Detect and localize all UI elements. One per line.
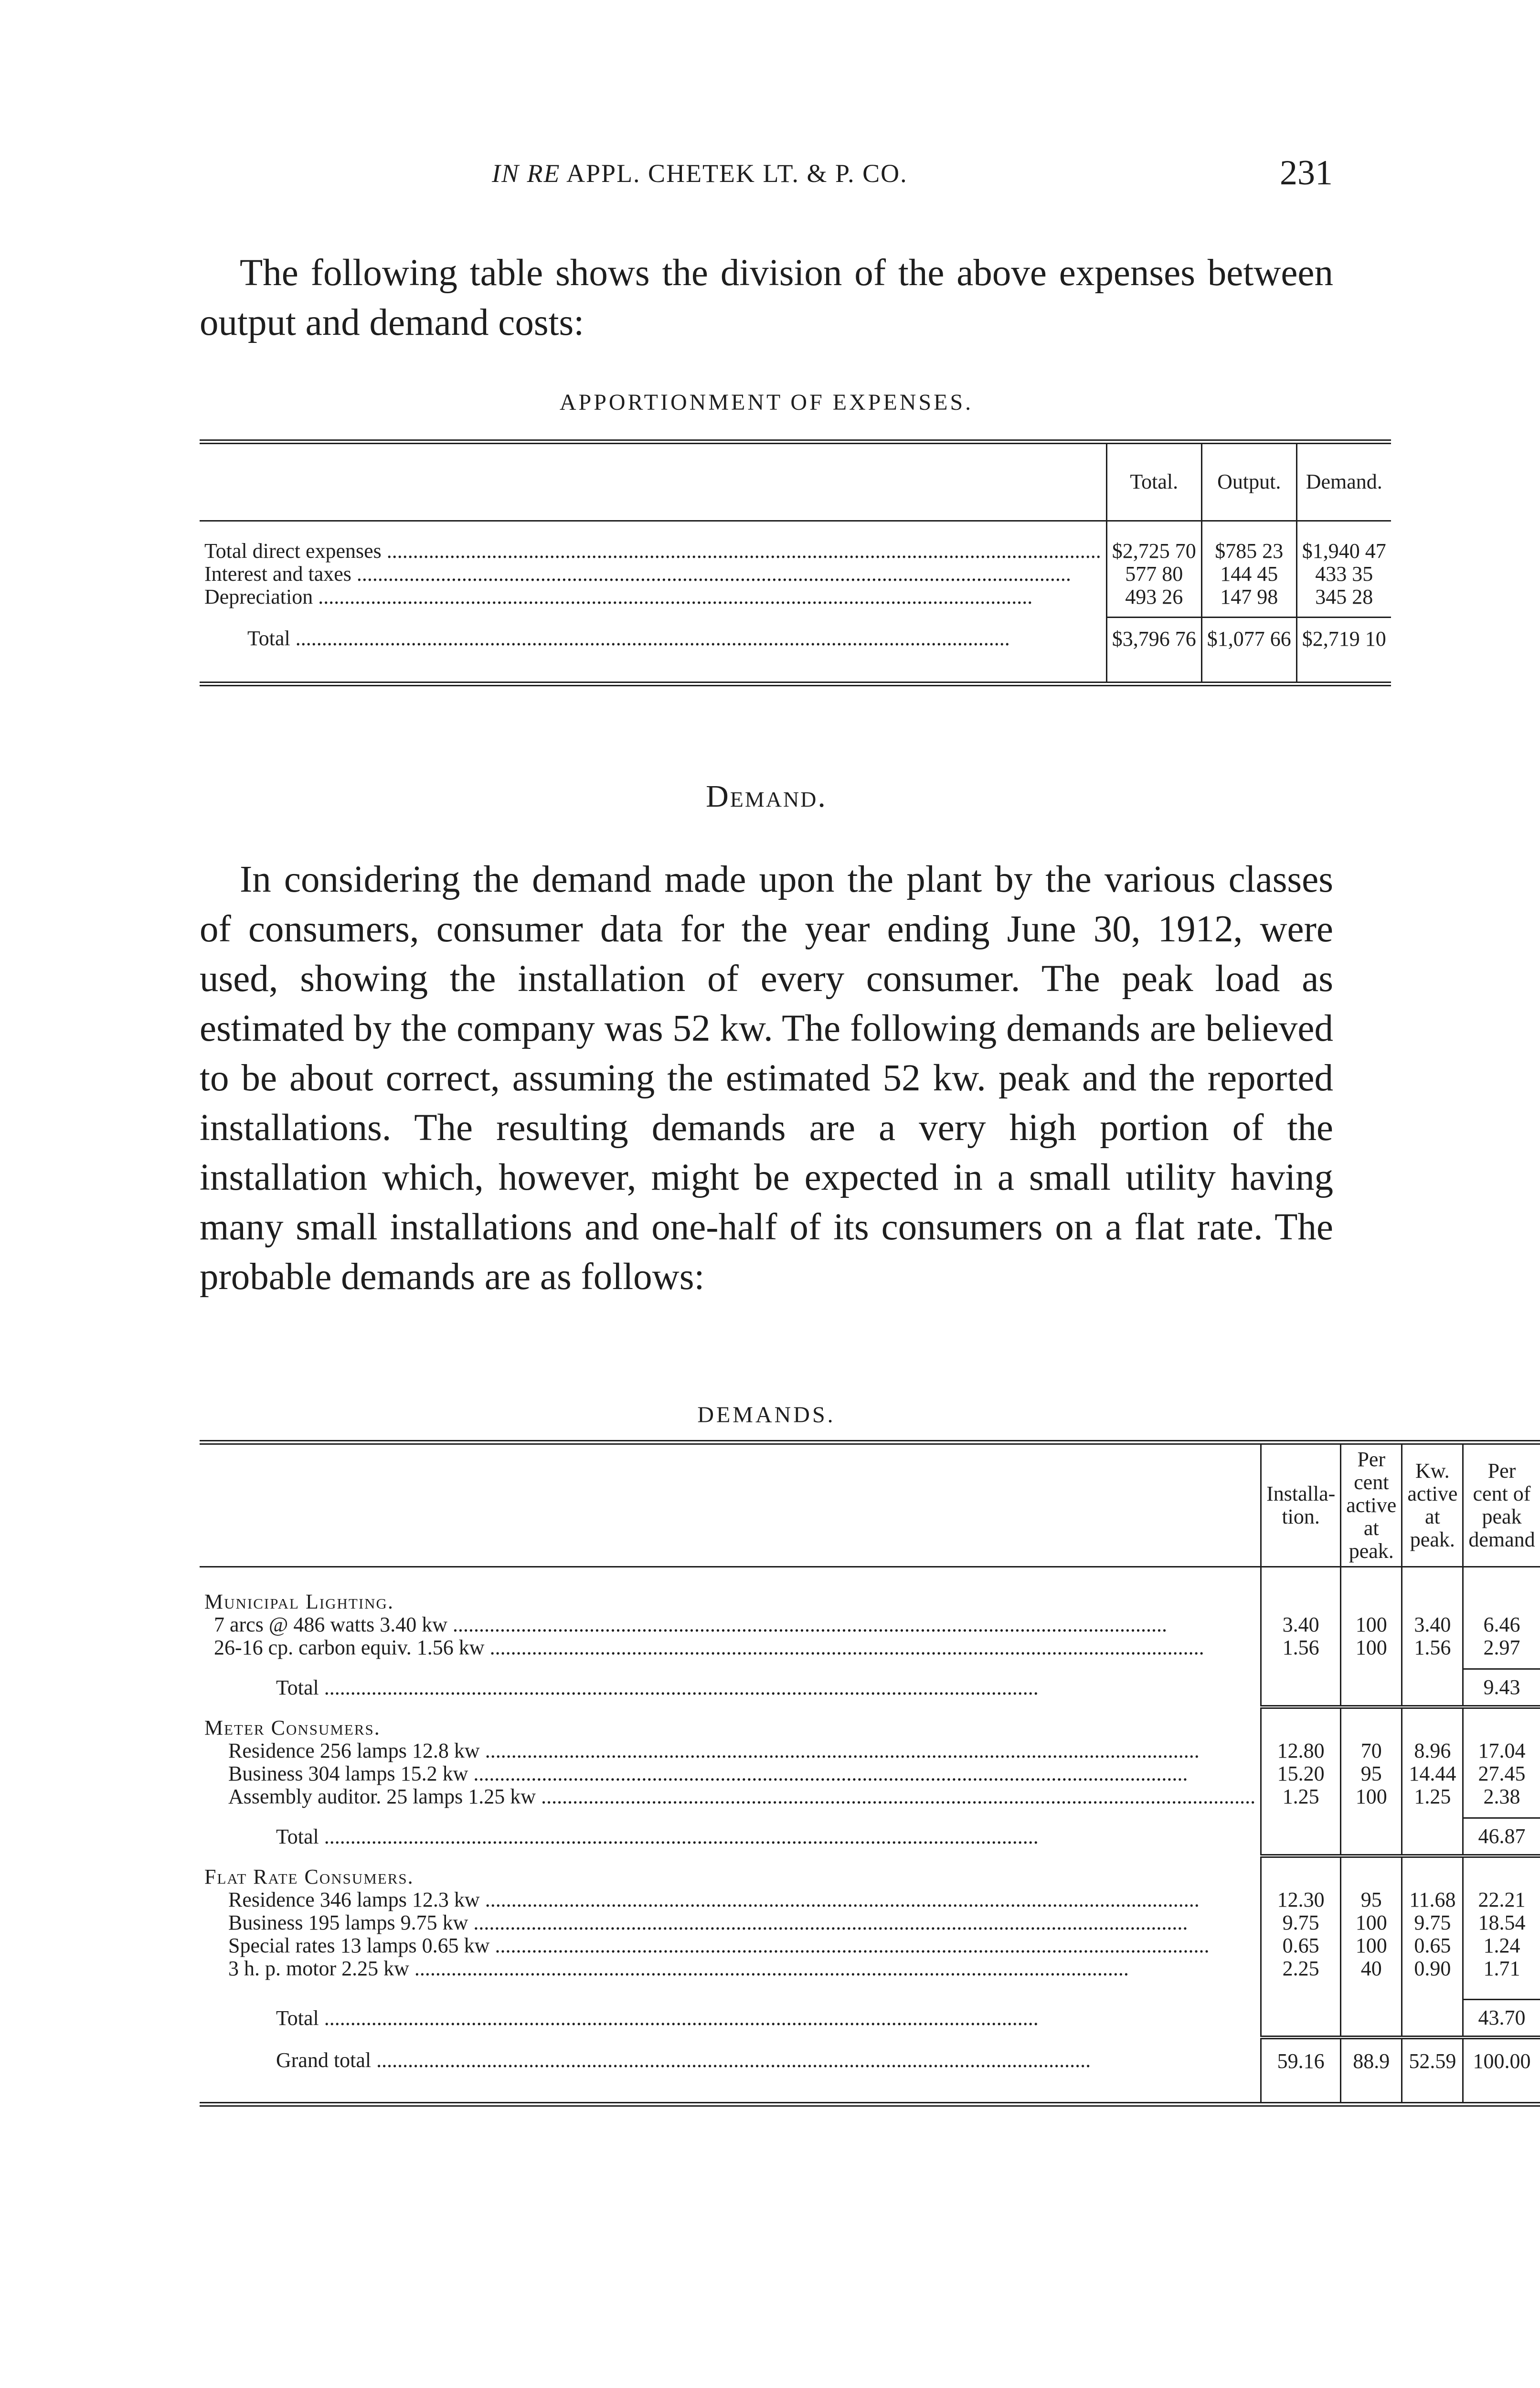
cell-installation: 9.75 <box>1261 1911 1341 1934</box>
table-row <box>200 1739 1540 1762</box>
cell-total: 577 80 <box>1106 563 1201 586</box>
cell-percent-active: 40 <box>1341 1957 1402 1980</box>
cell-percent-active: 100 <box>1341 1911 1402 1934</box>
column-header-demand: Demand. <box>1296 442 1391 521</box>
table-row <box>200 1762 1540 1785</box>
cell-percent-peak: 2.38 <box>1463 1785 1540 1808</box>
demands-header-row <box>200 1442 1540 1567</box>
section-heading: Demand. <box>706 779 827 814</box>
row-label: Interest and taxes ..... <box>204 563 1101 586</box>
cell-kw-active: 1.56 <box>1402 1636 1463 1659</box>
running-head <box>492 159 908 188</box>
cell-installation: 0.65 <box>1261 1934 1341 1957</box>
cell-percent-peak: 6.46 <box>1463 1613 1540 1636</box>
group-title: Meter Consumers. <box>204 1716 381 1739</box>
table-row <box>200 1934 1540 1957</box>
cell-installation: 1.56 <box>1261 1636 1341 1659</box>
cell-output: 144 45 <box>1201 563 1296 586</box>
row-label: Business 304 lamps 15.2 kw ..... <box>228 1762 1255 1785</box>
cell-installation: 15.20 <box>1261 1762 1341 1785</box>
table-row <box>200 1888 1540 1911</box>
subtotal-value: 9.43 <box>1463 1669 1540 1707</box>
column-header-kw-active: Kw. active at peak. <box>1402 1442 1463 1567</box>
running-head-text: APPL. CHETEK LT. & P. CO. <box>560 159 908 188</box>
running-head-italic: IN RE <box>492 159 561 188</box>
apportionment-table <box>200 439 1391 686</box>
cell-demand: 433 35 <box>1296 563 1391 586</box>
cell-percent-peak: 17.04 <box>1463 1739 1540 1762</box>
subtotal-label: Total ..... <box>276 1825 1255 1848</box>
cell-kw-active: 11.68 <box>1402 1888 1463 1911</box>
cell-percent-active: 95 <box>1341 1762 1402 1785</box>
subtotal-value: 46.87 <box>1463 1818 1540 1856</box>
intro-text: The following table shows the division of the above expenses between output and demand costs: <box>200 252 1333 343</box>
demand-text: In considering the demand made upon the plant by the various classes of consumers, consumer data for the year ending June 30, 1912, were used, showing the installation of every consumer. The peak load as estimated by the company was 52 kw. The following demands are believed to be about correct, assuming the estimated 52 kw. peak and the reported installations. The resulting demands are a very high portion of the installation which, however, might be expected in a small utility having many small installations and one-half of its consumers on a flat rate. The probable demands are as follows: <box>200 859 1333 1298</box>
cell-percent-active: 70 <box>1341 1739 1402 1762</box>
cell-kw-active: 1.25 <box>1402 1785 1463 1808</box>
cell-percent-peak: 1.71 <box>1463 1957 1540 1980</box>
group-title: Flat Rate Consumers. <box>204 1865 414 1888</box>
row-label: 3 h. p. motor 2.25 kw ..... <box>228 1957 1255 1980</box>
total-label: Total ..... <box>247 627 1101 650</box>
cell-percent-peak: 2.97 <box>1463 1636 1540 1659</box>
cell-demand: 345 28 <box>1296 586 1391 608</box>
cell-installation: 2.25 <box>1261 1957 1341 1980</box>
column-header-total: Total. <box>1106 442 1201 521</box>
grand-total-percent-active: 88.9 <box>1341 2037 1402 2083</box>
group-title-row <box>200 1716 1540 1739</box>
cell-installation: 1.25 <box>1261 1785 1341 1808</box>
cell-installation: 12.30 <box>1261 1888 1341 1911</box>
cell-kw-active: 0.90 <box>1402 1957 1463 1980</box>
cell-kw-active: 0.65 <box>1402 1934 1463 1957</box>
page-number: 231 <box>1280 153 1333 192</box>
table-row <box>200 563 1391 586</box>
column-header-percent-peak: Per cent of peak demand <box>1463 1442 1540 1567</box>
cell-kw-active: 14.44 <box>1402 1762 1463 1785</box>
grand-total-installation: 59.16 <box>1261 2037 1341 2083</box>
subtotal-label: Total ..... <box>276 1676 1255 1699</box>
table-row <box>200 1911 1540 1934</box>
table-row <box>200 1785 1540 1808</box>
demands-caption: DEMANDS. <box>697 1402 836 1428</box>
cell-percent-active: 100 <box>1341 1934 1402 1957</box>
cell-percent-active: 100 <box>1341 1613 1402 1636</box>
row-label: Total direct expenses ..... <box>204 540 1101 563</box>
cell-percent-peak: 18.54 <box>1463 1911 1540 1934</box>
cell-kw-active: 8.96 <box>1402 1739 1463 1762</box>
table-row <box>200 586 1391 608</box>
total-total: $3,796 76 <box>1106 617 1201 660</box>
cell-percent-peak: 27.45 <box>1463 1762 1540 1785</box>
cell-percent-active: 95 <box>1341 1888 1402 1911</box>
subtotal-row <box>200 1818 1540 1856</box>
row-label: Assembly auditor. 25 lamps 1.25 kw ..... <box>228 1785 1255 1808</box>
table-row <box>200 1613 1540 1636</box>
group-title: Municipal Lighting. <box>204 1590 394 1613</box>
table-row <box>200 1636 1540 1659</box>
group-title-row <box>200 1590 1540 1613</box>
row-label: 26-16 cp. carbon equiv. 1.56 kw ..... <box>214 1636 1255 1659</box>
cell-total: $2,725 70 <box>1106 540 1201 563</box>
grand-total-label: Grand total ..... <box>276 2049 1255 2072</box>
apportionment-header-row <box>200 442 1391 521</box>
row-label: Special rates 13 lamps 0.65 kw ..... <box>228 1934 1255 1957</box>
cell-percent-active: 100 <box>1341 1636 1402 1659</box>
row-label: 7 arcs @ 486 watts 3.40 kw ..... <box>214 1613 1255 1636</box>
cell-demand: $1,940 47 <box>1296 540 1391 563</box>
cell-output: $785 23 <box>1201 540 1296 563</box>
subtotal-value: 43.70 <box>1463 1999 1540 2037</box>
total-demand: $2,719 10 <box>1296 617 1391 660</box>
column-header-percent-active: Per cent active at peak. <box>1341 1442 1402 1567</box>
table-row <box>200 1957 1540 1980</box>
table-row <box>200 540 1391 563</box>
cell-total: 493 26 <box>1106 586 1201 608</box>
subtotal-row <box>200 1999 1540 2037</box>
cell-installation: 12.80 <box>1261 1739 1341 1762</box>
cell-kw-active: 3.40 <box>1402 1613 1463 1636</box>
grand-total-kw-active: 52.59 <box>1402 2037 1463 2083</box>
row-label: Depreciation ..... <box>204 586 1101 608</box>
row-label: Residence 256 lamps 12.8 kw ..... <box>228 1739 1255 1762</box>
grand-total-percent-peak: 100.00 <box>1463 2037 1540 2083</box>
apportionment-caption: APPORTIONMENT OF EXPENSES. <box>559 390 974 415</box>
grand-total-row <box>200 2037 1540 2083</box>
total-row <box>200 617 1391 660</box>
row-label: Business 195 lamps 9.75 kw ..... <box>228 1911 1255 1934</box>
cell-percent-active: 100 <box>1341 1785 1402 1808</box>
column-header-output: Output. <box>1201 442 1296 521</box>
group-title-row <box>200 1866 1540 1888</box>
column-header-installation: Installa-tion. <box>1261 1442 1341 1567</box>
intro-paragraph <box>200 248 1333 348</box>
subtotal-row <box>200 1669 1540 1707</box>
page-header <box>0 143 1520 191</box>
subtotal-label: Total ..... <box>276 2007 1255 2030</box>
demands-table <box>200 1440 1540 2107</box>
apportionment-header-blank <box>200 442 1106 521</box>
cell-output: 147 98 <box>1201 586 1296 608</box>
total-output: $1,077 66 <box>1201 617 1296 660</box>
demand-paragraph <box>200 855 1333 1302</box>
cell-percent-peak: 22.21 <box>1463 1888 1540 1911</box>
cell-kw-active: 9.75 <box>1402 1911 1463 1934</box>
cell-installation: 3.40 <box>1261 1613 1341 1636</box>
row-label: Residence 346 lamps 12.3 kw ..... <box>228 1888 1255 1911</box>
cell-percent-peak: 1.24 <box>1463 1934 1540 1957</box>
